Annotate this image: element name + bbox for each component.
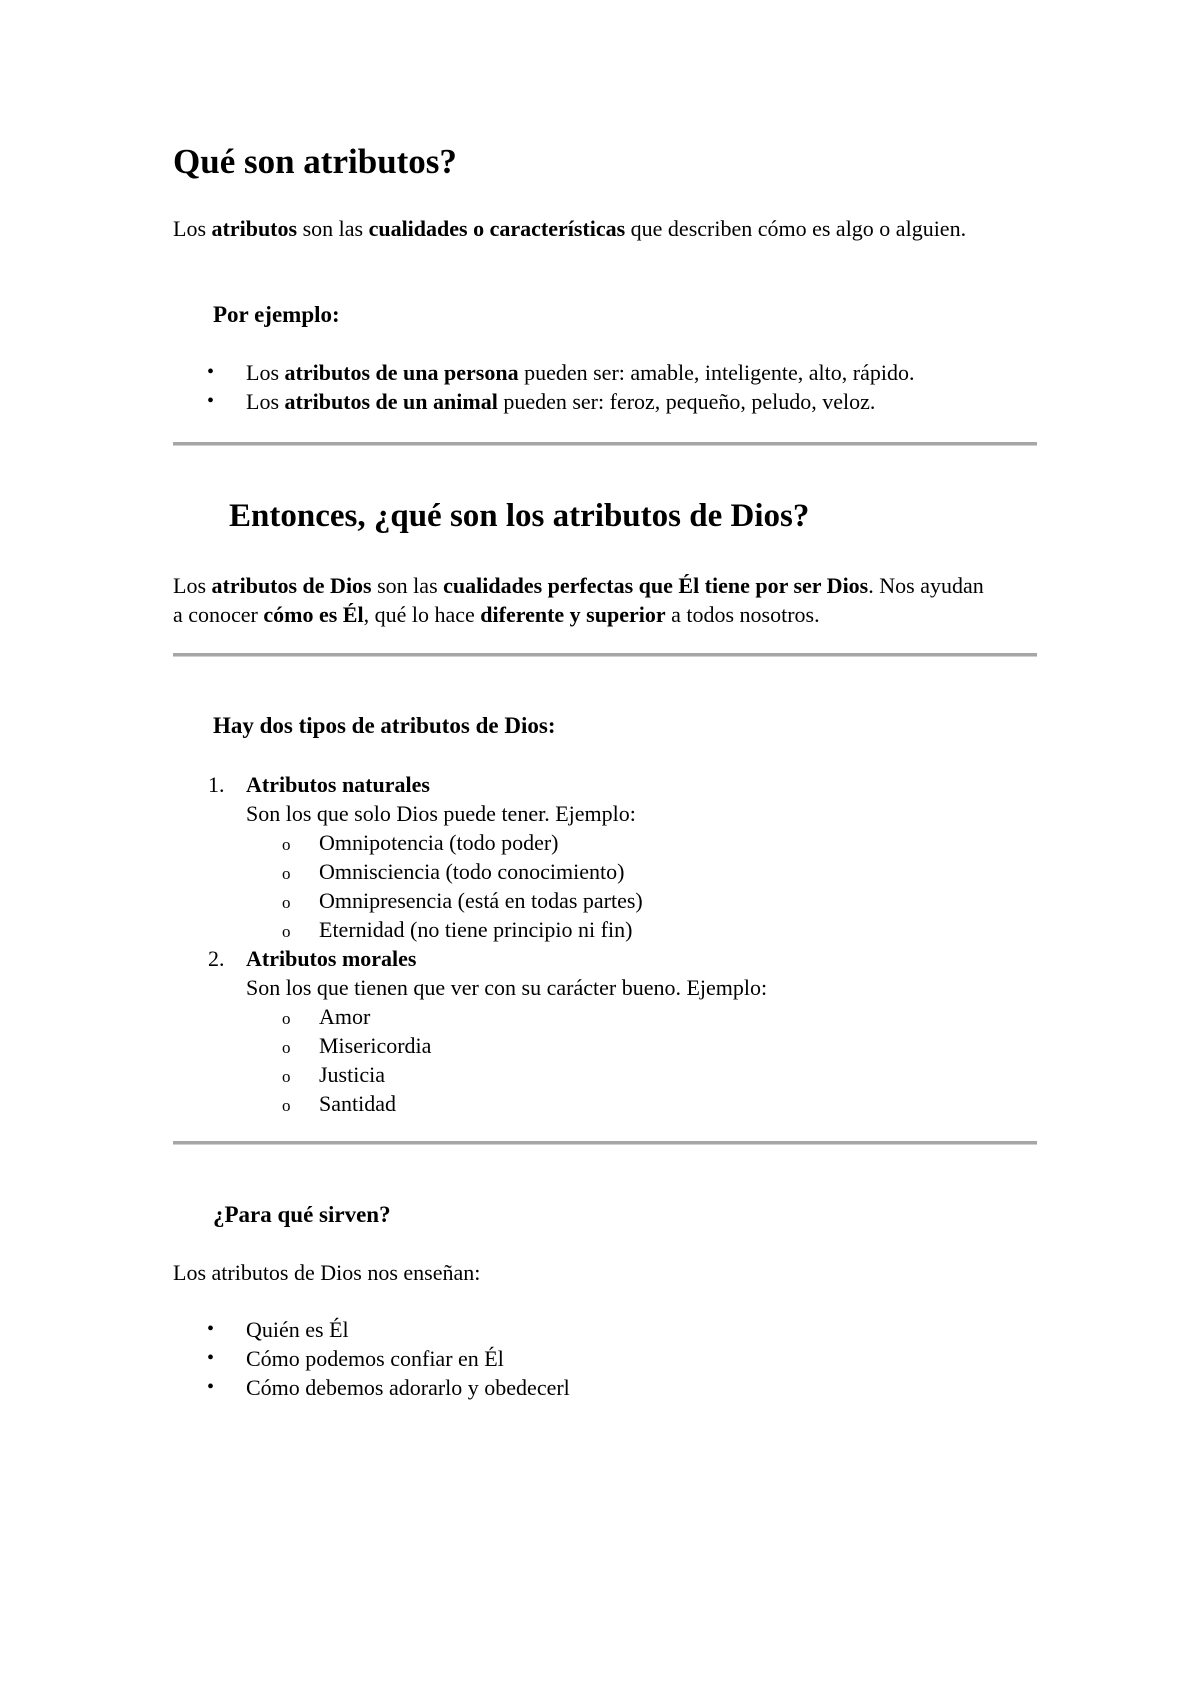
- list-item: [173, 358, 914, 387]
- circle-bullet-icon: o: [282, 893, 291, 912]
- attribute-types-list: [173, 770, 767, 1118]
- list-item: [173, 1344, 570, 1373]
- circle-bullet-icon: o: [282, 1067, 291, 1086]
- list-item: [246, 857, 767, 886]
- natural-attributes-list: [246, 828, 767, 944]
- bullet-icon: •: [207, 390, 215, 412]
- horizontal-rule: [173, 653, 1037, 657]
- attribute-type-natural: [173, 770, 767, 944]
- list-number: 2.: [208, 946, 225, 971]
- circle-bullet-icon: o: [282, 1038, 291, 1057]
- list-item: [173, 1373, 570, 1402]
- list-number: 1.: [208, 772, 225, 797]
- moral-attributes-list: [246, 1002, 767, 1118]
- attribute-type-description: Son los que tienen que ver con su carácter bueno. Ejemplo:: [246, 975, 768, 1000]
- list-item: [246, 886, 767, 915]
- list-item-text: Misericordia: [319, 1033, 432, 1058]
- god-attributes-paragraph: Los atributos de Dios son las cualidades perfectas que Él tiene por ser Dios. Nos ayudan a conocer cómo es Él, qué lo hace diferente y superior a todos nosotros.: [173, 573, 984, 627]
- example-text: Los atributos de una persona pueden ser: amable, inteligente, alto, rápido.: [246, 360, 915, 385]
- list-item: [246, 828, 767, 857]
- bullet-icon: •: [207, 361, 215, 383]
- circle-bullet-icon: o: [282, 1096, 291, 1115]
- list-item-text: Santidad: [319, 1091, 396, 1116]
- purpose-list: [173, 1315, 570, 1402]
- bullet-icon: •: [207, 1347, 215, 1369]
- section-title-god-attributes: Entonces, ¿qué son los atributos de Dios?: [229, 498, 810, 534]
- section-title-what-are-attributes: Qué son atributos?: [173, 142, 457, 181]
- list-item-text: Justicia: [319, 1062, 385, 1087]
- list-item-text: Quién es Él: [246, 1317, 349, 1342]
- attribute-type-name: Atributos naturales: [246, 772, 430, 797]
- circle-bullet-icon: o: [282, 922, 291, 941]
- list-item: [173, 1315, 570, 1344]
- attribute-type-name: Atributos morales: [246, 946, 417, 971]
- bullet-icon: •: [207, 1318, 215, 1340]
- circle-bullet-icon: o: [282, 835, 291, 854]
- list-item: [246, 1060, 767, 1089]
- purpose-intro: Los atributos de Dios nos enseñan:: [173, 1260, 481, 1285]
- attributes-definition-paragraph: Los atributos son las cualidades o características que describen cómo es algo o alguien.: [173, 216, 967, 241]
- list-item: [246, 1089, 767, 1118]
- purpose-heading: ¿Para qué sirven?: [213, 1202, 391, 1227]
- list-item: [246, 1002, 767, 1031]
- list-item-text: Omnipotencia (todo poder): [319, 830, 559, 855]
- circle-bullet-icon: o: [282, 864, 291, 883]
- list-item-text: Omnisciencia (todo conocimiento): [319, 859, 625, 884]
- attribute-type-description: Son los que solo Dios puede tener. Ejemplo:: [246, 801, 636, 826]
- horizontal-rule: [173, 1141, 1037, 1145]
- example-text: Los atributos de un animal pueden ser: feroz, pequeño, peludo, veloz.: [246, 389, 876, 414]
- list-item-text: Cómo debemos adorarlo y obedecerl: [246, 1375, 570, 1400]
- horizontal-rule: [173, 442, 1037, 446]
- list-item-text: Omnipresencia (está en todas partes): [319, 888, 643, 913]
- list-item-text: Amor: [319, 1004, 371, 1029]
- example-heading: Por ejemplo:: [213, 302, 340, 327]
- list-item-text: Cómo podemos confiar en Él: [246, 1346, 504, 1371]
- types-heading: Hay dos tipos de atributos de Dios:: [213, 713, 556, 738]
- example-list: [173, 358, 914, 416]
- circle-bullet-icon: o: [282, 1009, 291, 1028]
- list-item: [173, 387, 914, 416]
- list-item: [246, 915, 767, 944]
- list-item: [246, 1031, 767, 1060]
- attribute-type-moral: [173, 944, 767, 1118]
- list-item-text: Eternidad (no tiene principio ni fin): [319, 917, 633, 942]
- bullet-icon: •: [207, 1376, 215, 1398]
